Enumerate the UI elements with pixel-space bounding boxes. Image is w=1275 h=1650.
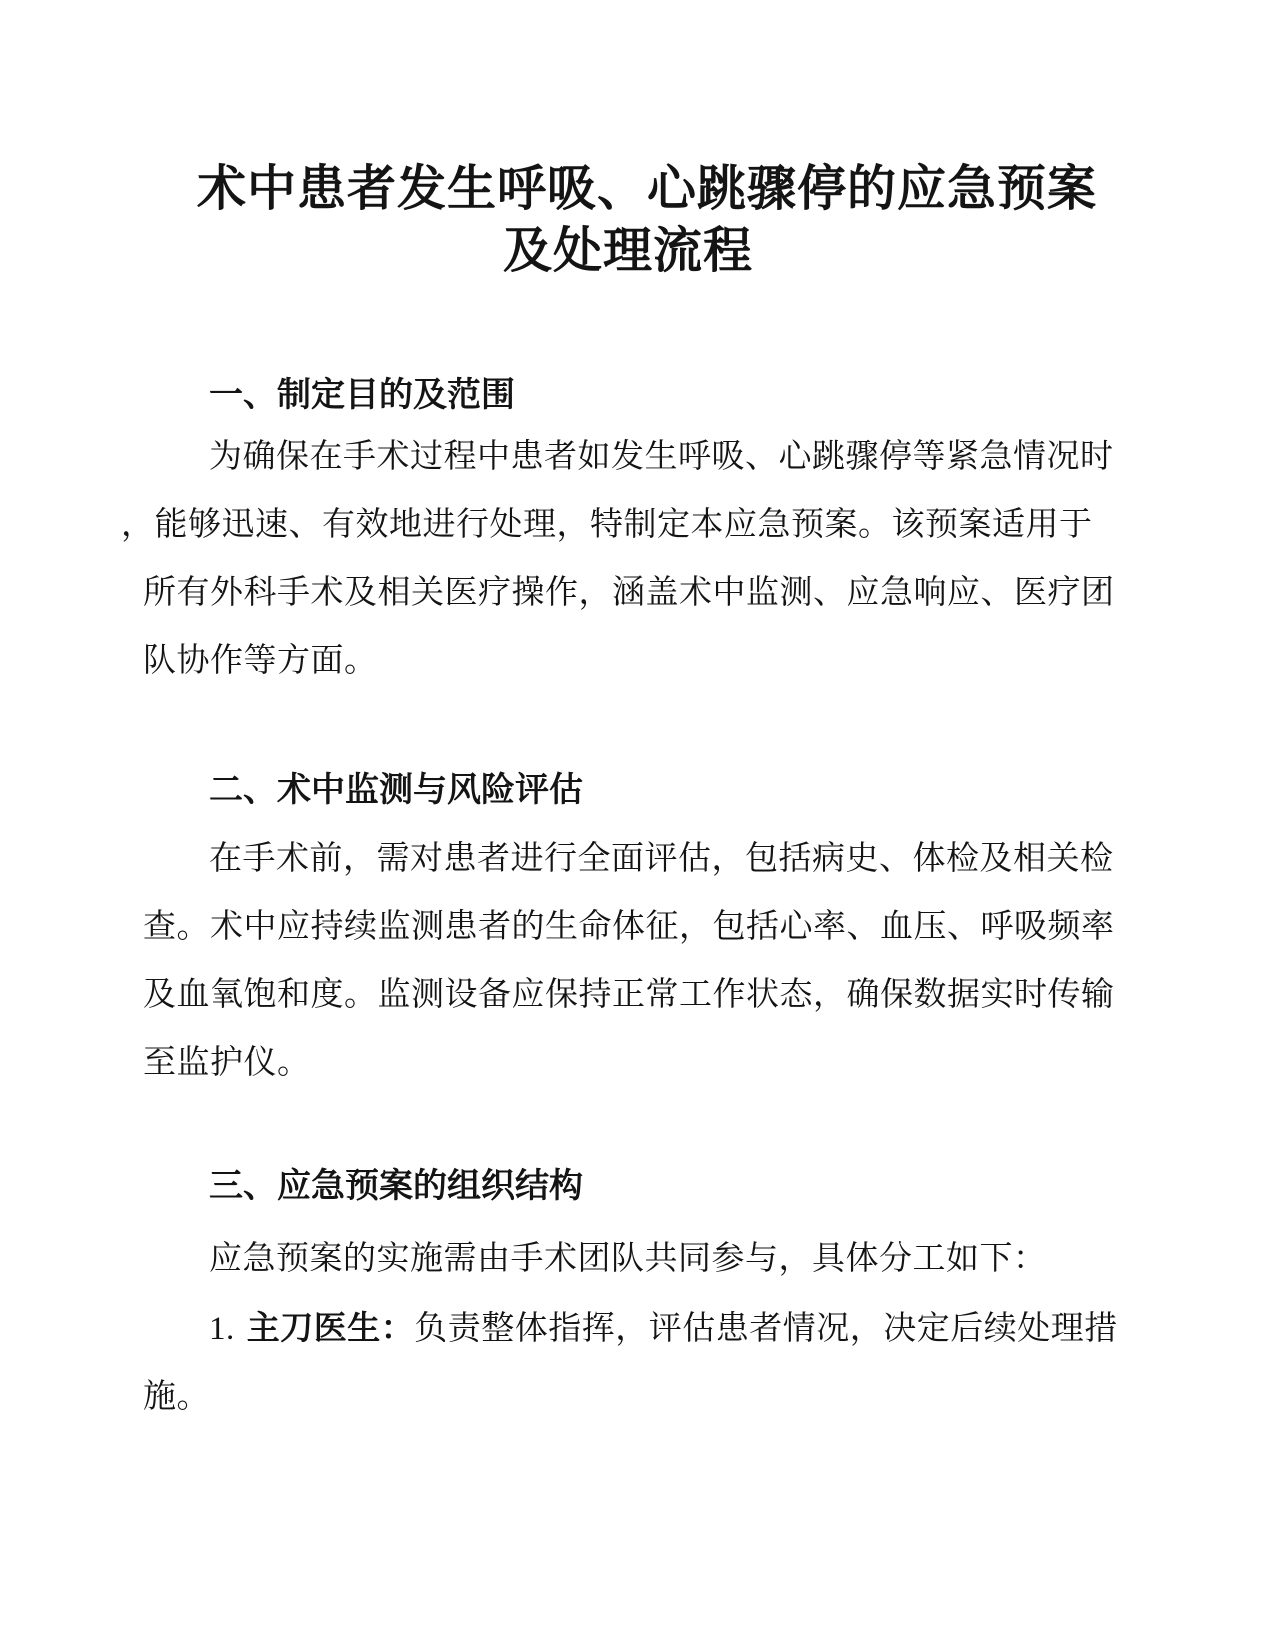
document-body xyxy=(0,158,1275,1431)
text-line: ，能够迅速、有效地进行处理，特制定本应急预案。该预案适用于 xyxy=(121,507,1093,543)
title-line-2: 及处理流程 xyxy=(502,224,753,278)
text-line: 及血氧饱和度。监测设备应保持正常工作状态，确保数据实时传输 xyxy=(143,977,1115,1013)
section-heading-1: 一、制定目的及范围 xyxy=(209,376,515,414)
section-2-paragraph xyxy=(143,825,1113,1097)
text-line: 应急预案的实施需由手术团队共同参与，具体分工如下： xyxy=(209,1241,1047,1277)
section-heading-3: 三、应急预案的组织结构 xyxy=(209,1167,583,1205)
list-item-text: 负责整体指挥，评估患者情况，决定后续处理措 xyxy=(414,1311,1118,1347)
title-line-1: 术中患者发生呼吸、心跳骤停的应急预案 xyxy=(196,162,1097,216)
text-line: 施。 xyxy=(143,1379,210,1415)
section-3-list-item-1 xyxy=(143,1294,1118,1431)
text-line: 所有外科手术及相关医疗操作，涵盖术中监测、应急响应、医疗团 xyxy=(143,575,1115,611)
list-item-line xyxy=(143,1294,1118,1363)
text-line: 在手术前，需对患者进行全面评估，包括病史、体检及相关检 xyxy=(209,841,1114,877)
text-line: 为确保在手术过程中患者如发生呼吸、心跳骤停等紧急情况时 xyxy=(209,439,1114,475)
role-label: 主刀医生： xyxy=(246,1309,415,1346)
list-number: 1. xyxy=(209,1311,235,1347)
text-line: 队协作等方面。 xyxy=(143,643,378,679)
section-heading-2: 二、术中监测与风险评估 xyxy=(209,771,583,809)
text-line: 查。术中应持续监测患者的生命体征，包括心率、血压、呼吸频率 xyxy=(143,909,1115,945)
text-line: 至监护仪。 xyxy=(143,1045,311,1081)
document-title xyxy=(143,158,1113,282)
section-3-intro-paragraph xyxy=(143,1225,1113,1293)
section-1-paragraph xyxy=(121,423,1115,695)
